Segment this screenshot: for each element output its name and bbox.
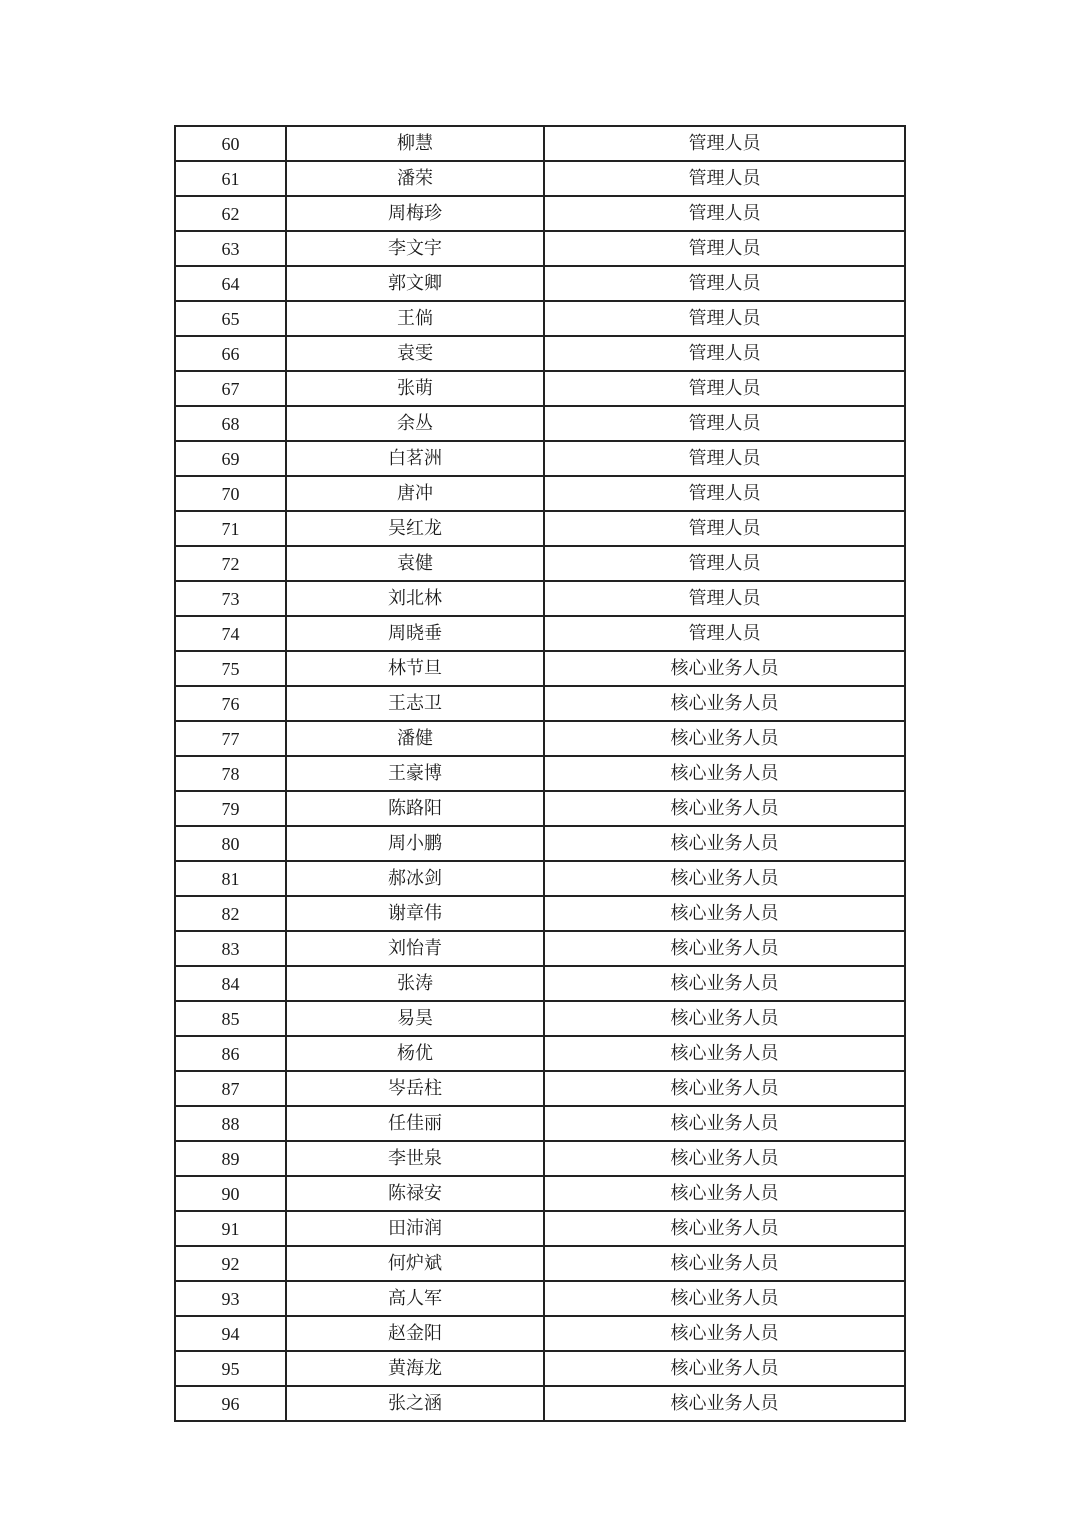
- role-cell: 管理人员: [544, 476, 905, 511]
- name-cell: 高人军: [286, 1281, 544, 1316]
- table-row: [175, 196, 905, 231]
- table-row: [175, 476, 905, 511]
- role-cell: 核心业务人员: [544, 686, 905, 721]
- table-row: [175, 826, 905, 861]
- role-cell: 核心业务人员: [544, 1386, 905, 1421]
- name-cell: 李世泉: [286, 1141, 544, 1176]
- row-number-cell: 88: [175, 1106, 286, 1141]
- name-cell: 张萌: [286, 371, 544, 406]
- name-cell: 王倘: [286, 301, 544, 336]
- table-row: [175, 1386, 905, 1421]
- role-cell: 管理人员: [544, 336, 905, 371]
- row-number-cell: 81: [175, 861, 286, 896]
- role-cell: 管理人员: [544, 126, 905, 161]
- name-cell: 张之涵: [286, 1386, 544, 1421]
- name-cell: 郭文卿: [286, 266, 544, 301]
- role-cell: 管理人员: [544, 511, 905, 546]
- row-number-cell: 69: [175, 441, 286, 476]
- table-row: [175, 616, 905, 651]
- role-cell: 核心业务人员: [544, 651, 905, 686]
- row-number-cell: 77: [175, 721, 286, 756]
- row-number-cell: 82: [175, 896, 286, 931]
- row-number-cell: 71: [175, 511, 286, 546]
- name-cell: 岑岳柱: [286, 1071, 544, 1106]
- name-cell: 袁雯: [286, 336, 544, 371]
- table-row: [175, 301, 905, 336]
- role-cell: 管理人员: [544, 196, 905, 231]
- name-cell: 林节旦: [286, 651, 544, 686]
- role-cell: 管理人员: [544, 581, 905, 616]
- table-row: [175, 546, 905, 581]
- row-number-cell: 93: [175, 1281, 286, 1316]
- row-number-cell: 79: [175, 791, 286, 826]
- table-row: [175, 126, 905, 161]
- row-number-cell: 91: [175, 1211, 286, 1246]
- table-row: [175, 161, 905, 196]
- name-cell: 任佳丽: [286, 1106, 544, 1141]
- name-cell: 赵金阳: [286, 1316, 544, 1351]
- table-row: [175, 1036, 905, 1071]
- role-cell: 核心业务人员: [544, 1351, 905, 1386]
- table-row: [175, 231, 905, 266]
- table-row: [175, 511, 905, 546]
- row-number-cell: 92: [175, 1246, 286, 1281]
- row-number-cell: 94: [175, 1316, 286, 1351]
- table-row: [175, 1106, 905, 1141]
- row-number-cell: 76: [175, 686, 286, 721]
- table-row: [175, 581, 905, 616]
- table-row: [175, 791, 905, 826]
- name-cell: 唐冲: [286, 476, 544, 511]
- role-cell: 管理人员: [544, 616, 905, 651]
- name-cell: 白茗洲: [286, 441, 544, 476]
- name-cell: 黄海龙: [286, 1351, 544, 1386]
- row-number-cell: 89: [175, 1141, 286, 1176]
- table-row: [175, 371, 905, 406]
- table-row: [175, 266, 905, 301]
- name-cell: 王志卫: [286, 686, 544, 721]
- role-cell: 管理人员: [544, 546, 905, 581]
- row-number-cell: 70: [175, 476, 286, 511]
- table-row: [175, 1246, 905, 1281]
- table-row: [175, 406, 905, 441]
- row-number-cell: 67: [175, 371, 286, 406]
- table-row: [175, 1351, 905, 1386]
- role-cell: 核心业务人员: [544, 1141, 905, 1176]
- row-number-cell: 68: [175, 406, 286, 441]
- role-cell: 核心业务人员: [544, 756, 905, 791]
- name-cell: 潘健: [286, 721, 544, 756]
- name-cell: 刘北林: [286, 581, 544, 616]
- table-row: [175, 1281, 905, 1316]
- table-row: [175, 861, 905, 896]
- table-row: [175, 686, 905, 721]
- role-cell: 核心业务人员: [544, 896, 905, 931]
- table-row: [175, 1316, 905, 1351]
- table-row: [175, 441, 905, 476]
- row-number-cell: 65: [175, 301, 286, 336]
- role-cell: 管理人员: [544, 371, 905, 406]
- row-number-cell: 96: [175, 1386, 286, 1421]
- table-row: [175, 651, 905, 686]
- role-cell: 核心业务人员: [544, 966, 905, 1001]
- name-cell: 何炉斌: [286, 1246, 544, 1281]
- row-number-cell: 66: [175, 336, 286, 371]
- role-cell: 管理人员: [544, 231, 905, 266]
- role-cell: 核心业务人员: [544, 1176, 905, 1211]
- table-row: [175, 1141, 905, 1176]
- name-cell: 陈路阳: [286, 791, 544, 826]
- row-number-cell: 73: [175, 581, 286, 616]
- row-number-cell: 75: [175, 651, 286, 686]
- name-cell: 余丛: [286, 406, 544, 441]
- name-cell: 刘怡青: [286, 931, 544, 966]
- name-cell: 田沛润: [286, 1211, 544, 1246]
- role-cell: 核心业务人员: [544, 1001, 905, 1036]
- role-cell: 核心业务人员: [544, 1106, 905, 1141]
- name-cell: 周梅珍: [286, 196, 544, 231]
- name-cell: 李文宇: [286, 231, 544, 266]
- table-row: [175, 966, 905, 1001]
- name-cell: 潘荣: [286, 161, 544, 196]
- row-number-cell: 80: [175, 826, 286, 861]
- row-number-cell: 85: [175, 1001, 286, 1036]
- table-row: [175, 1176, 905, 1211]
- role-cell: 管理人员: [544, 406, 905, 441]
- name-cell: 吴红龙: [286, 511, 544, 546]
- role-cell: 管理人员: [544, 441, 905, 476]
- role-cell: 核心业务人员: [544, 861, 905, 896]
- row-number-cell: 87: [175, 1071, 286, 1106]
- table-row: [175, 896, 905, 931]
- row-number-cell: 90: [175, 1176, 286, 1211]
- name-cell: 周晓垂: [286, 616, 544, 651]
- table-row: [175, 336, 905, 371]
- table-row: [175, 931, 905, 966]
- row-number-cell: 62: [175, 196, 286, 231]
- role-cell: 管理人员: [544, 301, 905, 336]
- roster-body: [175, 126, 905, 1421]
- role-cell: 管理人员: [544, 161, 905, 196]
- name-cell: 张涛: [286, 966, 544, 1001]
- row-number-cell: 84: [175, 966, 286, 1001]
- row-number-cell: 74: [175, 616, 286, 651]
- role-cell: 核心业务人员: [544, 826, 905, 861]
- role-cell: 管理人员: [544, 266, 905, 301]
- name-cell: 王豪博: [286, 756, 544, 791]
- table-row: [175, 721, 905, 756]
- table-row: [175, 1211, 905, 1246]
- role-cell: 核心业务人员: [544, 791, 905, 826]
- table-row: [175, 756, 905, 791]
- role-cell: 核心业务人员: [544, 721, 905, 756]
- row-number-cell: 83: [175, 931, 286, 966]
- name-cell: 杨优: [286, 1036, 544, 1071]
- row-number-cell: 61: [175, 161, 286, 196]
- role-cell: 核心业务人员: [544, 1211, 905, 1246]
- role-cell: 核心业务人员: [544, 1316, 905, 1351]
- roster-table: [174, 125, 906, 1422]
- name-cell: 陈禄安: [286, 1176, 544, 1211]
- role-cell: 核心业务人员: [544, 1281, 905, 1316]
- row-number-cell: 72: [175, 546, 286, 581]
- name-cell: 谢章伟: [286, 896, 544, 931]
- name-cell: 袁健: [286, 546, 544, 581]
- row-number-cell: 95: [175, 1351, 286, 1386]
- row-number-cell: 63: [175, 231, 286, 266]
- role-cell: 核心业务人员: [544, 1246, 905, 1281]
- table-row: [175, 1001, 905, 1036]
- name-cell: 易昊: [286, 1001, 544, 1036]
- role-cell: 核心业务人员: [544, 1036, 905, 1071]
- role-cell: 核心业务人员: [544, 931, 905, 966]
- row-number-cell: 60: [175, 126, 286, 161]
- name-cell: 柳慧: [286, 126, 544, 161]
- name-cell: 郝冰剑: [286, 861, 544, 896]
- name-cell: 周小鹏: [286, 826, 544, 861]
- row-number-cell: 86: [175, 1036, 286, 1071]
- role-cell: 核心业务人员: [544, 1071, 905, 1106]
- row-number-cell: 78: [175, 756, 286, 791]
- row-number-cell: 64: [175, 266, 286, 301]
- table-row: [175, 1071, 905, 1106]
